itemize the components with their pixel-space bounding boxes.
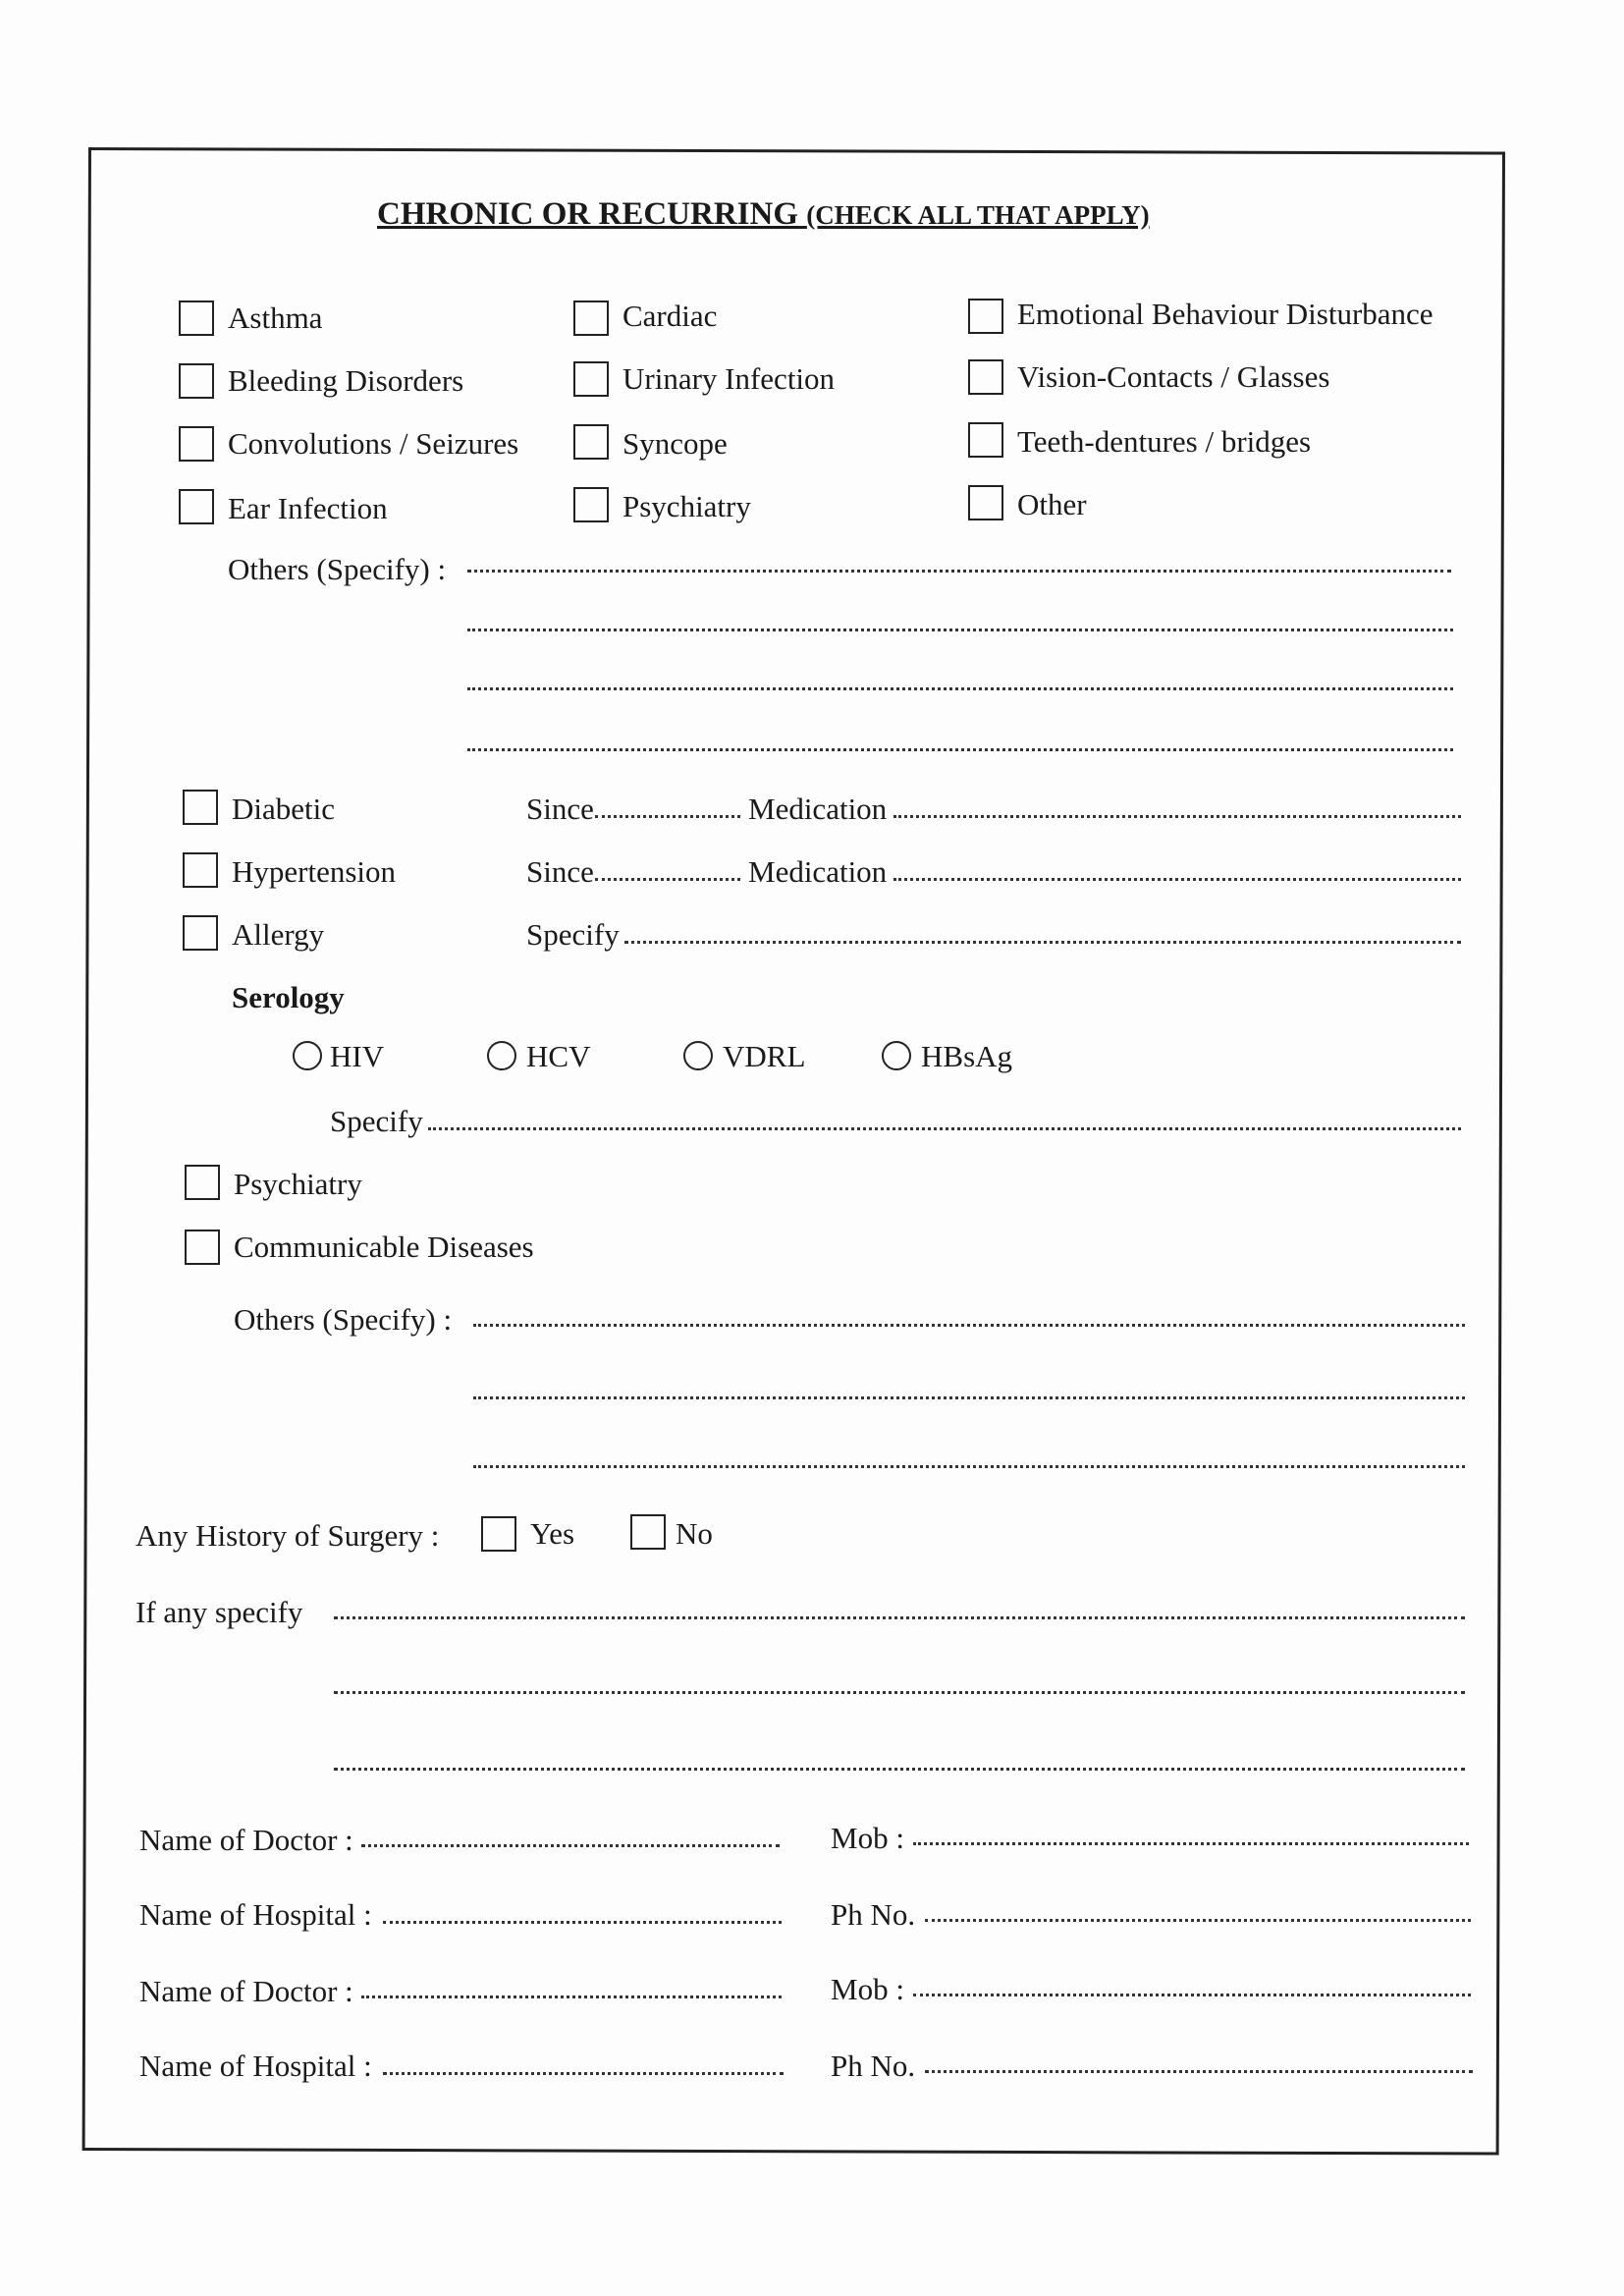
checkbox-ear-infection[interactable] — [179, 489, 214, 524]
label-other: Other — [1017, 487, 1087, 521]
diabetic-since-line[interactable] — [595, 815, 740, 818]
label-communicable-diseases: Communicable Diseases — [234, 1230, 534, 1264]
ph-1-line[interactable] — [925, 1919, 1471, 1922]
checkbox-emotional-behaviour[interactable] — [968, 299, 1003, 334]
checkbox-teeth-dentures[interactable] — [968, 422, 1003, 458]
radio-hcv[interactable] — [487, 1041, 516, 1070]
checkbox-surgery-yes[interactable] — [481, 1516, 516, 1552]
label-ear-infection: Ear Infection — [228, 491, 388, 525]
label-vdrl: VDRL — [723, 1039, 806, 1073]
label-hypertension: Hypertension — [232, 854, 397, 889]
checkbox-psychiatry[interactable] — [185, 1165, 220, 1200]
label-hypertension-since: Since — [526, 854, 594, 889]
others-specify-line-2[interactable] — [467, 629, 1453, 631]
others-specify-line-4[interactable] — [467, 748, 1453, 751]
radio-hbsag[interactable] — [882, 1041, 911, 1070]
label-surgery: Any History of Surgery : — [135, 1518, 440, 1553]
label-allergy: Allergy — [232, 917, 325, 952]
surgery-specify-line-1[interactable] — [334, 1616, 1465, 1619]
label-ph-1: Ph No. — [831, 1897, 916, 1932]
label-others-specify: Others (Specify) : — [228, 552, 447, 586]
label-allergy-specify: Specify — [526, 917, 620, 952]
checkbox-hypertension[interactable] — [183, 852, 218, 888]
others-specify2-line-3[interactable] — [473, 1465, 1465, 1468]
doctor-2-line[interactable] — [361, 1995, 782, 1998]
checkbox-urinary-infection[interactable] — [573, 361, 609, 397]
label-vision-contacts: Vision-Contacts / Glasses — [1017, 359, 1330, 394]
checkbox-syncope[interactable] — [573, 424, 609, 460]
mob-2-line[interactable] — [913, 1994, 1471, 1996]
label-diabetic: Diabetic — [232, 792, 336, 826]
label-others-specify-2: Others (Specify) : — [234, 1302, 453, 1337]
ph-2-line[interactable] — [925, 2070, 1473, 2073]
checkbox-bleeding-disorders[interactable] — [179, 363, 214, 399]
label-bleeding-disorders: Bleeding Disorders — [228, 363, 464, 398]
label-hospital-1: Name of Hospital : — [139, 1897, 372, 1932]
diabetic-medication-line[interactable] — [893, 815, 1461, 818]
serology-heading: Serology — [232, 980, 345, 1014]
checkbox-asthma[interactable] — [179, 301, 214, 336]
hypertension-since-line[interactable] — [595, 878, 740, 881]
label-hospital-2: Name of Hospital : — [139, 2049, 372, 2083]
mob-1-line[interactable] — [913, 1842, 1469, 1845]
label-cardiac: Cardiac — [623, 299, 718, 333]
surgery-specify-line-2[interactable] — [334, 1691, 1465, 1694]
hospital-1-line[interactable] — [383, 1921, 782, 1924]
label-mob-2: Mob : — [831, 1972, 904, 2006]
hospital-2-line[interactable] — [383, 2072, 784, 2075]
label-teeth-dentures: Teeth-dentures / bridges — [1017, 424, 1312, 459]
label-mob-1: Mob : — [831, 1821, 904, 1855]
others-specify-line-3[interactable] — [467, 687, 1453, 690]
label-hiv: HIV — [330, 1039, 385, 1073]
others-specify-line-1[interactable] — [467, 570, 1451, 573]
checkbox-surgery-no[interactable] — [630, 1514, 666, 1550]
checkbox-allergy[interactable] — [183, 915, 218, 951]
label-serology-specify: Specify — [330, 1104, 423, 1138]
label-doctor-1: Name of Doctor : — [139, 1823, 353, 1857]
label-surgery-no: No — [676, 1516, 713, 1551]
radio-hiv[interactable] — [293, 1041, 322, 1070]
label-syncope: Syncope — [623, 426, 728, 461]
checkbox-cardiac[interactable] — [573, 301, 609, 336]
label-psychiatry: Psychiatry — [234, 1167, 362, 1201]
title-text: CHRONIC OR RECURRING — [377, 196, 799, 232]
checkbox-other[interactable] — [968, 485, 1003, 520]
checkbox-diabetic[interactable] — [183, 790, 218, 825]
allergy-specify-line[interactable] — [624, 941, 1461, 944]
radio-vdrl[interactable] — [683, 1041, 713, 1070]
serology-specify-line[interactable] — [428, 1127, 1461, 1130]
title-note: (CHECK ALL THAT APPLY) — [806, 200, 1150, 230]
surgery-specify-line-3[interactable] — [334, 1768, 1465, 1771]
checkbox-convolutions-seizures[interactable] — [179, 426, 214, 462]
label-surgery-specify: If any specify — [135, 1595, 303, 1629]
label-emotional-behaviour: Emotional Behaviour Disturbance — [1017, 297, 1434, 331]
others-specify2-line-1[interactable] — [473, 1324, 1465, 1327]
label-diabetic-medication: Medication — [748, 792, 888, 826]
label-asthma: Asthma — [228, 301, 323, 335]
label-diabetic-since: Since — [526, 792, 594, 826]
label-hbsag: HBsAg — [921, 1039, 1013, 1073]
label-hypertension-medication: Medication — [748, 854, 888, 889]
label-surgery-yes: Yes — [530, 1516, 575, 1551]
checkbox-psychiatry-col2[interactable] — [573, 487, 609, 522]
form-title — [377, 196, 1150, 233]
checkbox-vision-contacts[interactable] — [968, 359, 1003, 395]
others-specify2-line-2[interactable] — [473, 1396, 1465, 1399]
checkbox-communicable-diseases[interactable] — [185, 1230, 220, 1265]
label-ph-2: Ph No. — [831, 2049, 916, 2083]
doctor-1-line[interactable] — [361, 1844, 780, 1847]
label-urinary-infection: Urinary Infection — [623, 361, 836, 396]
label-doctor-2: Name of Doctor : — [139, 1974, 353, 2008]
hypertension-medication-line[interactable] — [893, 878, 1461, 881]
label-hcv: HCV — [526, 1039, 591, 1073]
label-psychiatry-col2: Psychiatry — [623, 489, 751, 523]
label-convolutions-seizures: Convolutions / Seizures — [228, 426, 519, 461]
